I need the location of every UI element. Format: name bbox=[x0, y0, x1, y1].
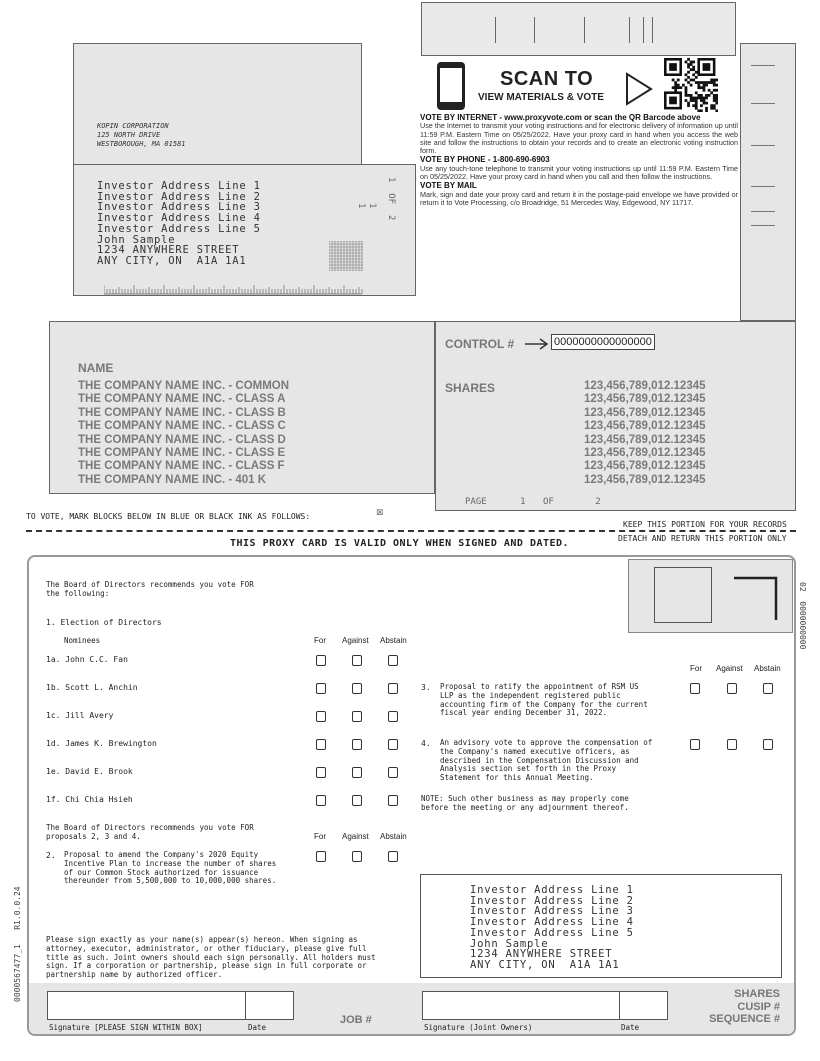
mark-instructions: TO VOTE, MARK BLOCKS BELOW IN BLUE OR BLACK INK AS FOLLOWS: bbox=[26, 512, 311, 521]
joint-signature-label: Signature (Joint Owners) bbox=[424, 1023, 533, 1032]
company-row-8: THE COMPANY NAME INC. - 401 K bbox=[78, 473, 267, 486]
address-line-8: ANY CITY, ON A1A 1A1 bbox=[97, 254, 247, 267]
checkbox-1e-for[interactable] bbox=[316, 767, 326, 778]
col-for-right: For bbox=[690, 664, 702, 673]
investor-address-window bbox=[73, 164, 416, 296]
checkbox-1d-for[interactable] bbox=[316, 739, 326, 750]
vote-internet bbox=[420, 114, 738, 155]
nominee-1e: 1e. David E. Brook bbox=[46, 767, 133, 776]
company-row-6: THE COMPANY NAME INC. - CLASS E bbox=[78, 447, 286, 460]
vote-mail-heading: VOTE BY MAIL bbox=[420, 181, 477, 191]
address-line-bottom-8: ANY CITY, ON A1A 1A1 bbox=[470, 958, 620, 971]
detach-line bbox=[26, 530, 796, 532]
side-page-n3: 1 bbox=[356, 203, 366, 209]
vote-internet-body: Use the Internet to transmit your voting instructions and for electronic delivery of information up until 11:59 P.M. Eastern Time on 05/25/2022. Have your proxy card in hand when you access the web site and follow the instructions to obtain your records and to create an electronic voting instruction form. bbox=[420, 121, 738, 156]
ruler-ticks bbox=[104, 283, 364, 295]
shares-footer-label: SHARES bbox=[734, 988, 780, 1000]
holdings-shares-box bbox=[435, 321, 796, 511]
vote-phone bbox=[420, 156, 738, 181]
side-page-n2: 1 bbox=[367, 203, 377, 209]
proposal-4-text: An advisory vote to approve the compensation of the Company's named executive officers, as described in the Compensation Discussion and Analysis section set forth in the Proxy Statement for this Annual Meeting. bbox=[440, 738, 653, 783]
checkbox-1c-abstain[interactable] bbox=[388, 711, 398, 722]
checkbox-2-against[interactable] bbox=[352, 851, 362, 862]
nominee-1b: 1b. Scott L. Anchin bbox=[46, 683, 138, 692]
page-total: 2 bbox=[595, 497, 601, 507]
shares-row-3: 123,456,789,012.12345 bbox=[584, 406, 706, 419]
sequence-label: SEQUENCE # bbox=[709, 1013, 780, 1025]
checkbox-4-for[interactable] bbox=[690, 739, 700, 750]
side-page-n1: 1 bbox=[386, 177, 396, 183]
investor-address-window-bottom bbox=[420, 874, 782, 978]
address-line-7: 1234 ANYWHERE STREET bbox=[97, 244, 240, 257]
name-label: NAME bbox=[78, 361, 114, 375]
board-recommendation-1: The Board of Directors recommends you vote FOR the following: bbox=[46, 580, 254, 598]
shares-row-7: 123,456,789,012.12345 bbox=[584, 460, 706, 473]
checkbox-1f-abstain[interactable] bbox=[388, 795, 398, 806]
company-row-1: THE COMPANY NAME INC. - COMMON bbox=[78, 380, 290, 392]
joint-date-label: Date bbox=[621, 1023, 640, 1032]
proposal-3-text: Proposal to ratify the appointment of RSM US LLP as the independent registered public accounting firm of the Company for the current fiscal year ending December 31, 2022. bbox=[440, 682, 648, 718]
proposal-4-number: 4. bbox=[421, 739, 431, 748]
checkbox-1f-for[interactable] bbox=[316, 795, 326, 806]
checkbox-1b-against[interactable] bbox=[352, 683, 362, 694]
checkbox-4-abstain[interactable] bbox=[763, 739, 773, 750]
proposal-2-text: Proposal to amend the Company's 2020 Equity Incentive Plan to increase the number of shares of our Common Stock authorized for issuance thereunder from 5,500,000 to 10,000,000 shares. bbox=[64, 850, 277, 886]
vote-phone-body: Use any touch-tone telephone to transmit your voting instructions up until 11:59 P.M. Eastern Time on 05/25/2022. Have your proxy card in hand when you call and then follow the instructions. bbox=[420, 163, 738, 182]
company-row-7: THE COMPANY NAME INC. - CLASS F bbox=[78, 460, 285, 473]
checkbox-2-abstain[interactable] bbox=[388, 851, 398, 862]
nominee-1a: 1a. John C.C. Fan bbox=[46, 655, 128, 664]
investor-address-block bbox=[97, 181, 261, 267]
vote-mail-body: Mark, sign and date your proxy card and return it in the postage-paid envelope we have provided or return it to Vote Processing, c/o Broadridge, 51 Mercedes Way, Edgewood, NY 11717. bbox=[420, 189, 738, 207]
address-line-bottom-7: 1234 ANYWHERE STREET bbox=[470, 948, 613, 961]
checkbox-3-against[interactable] bbox=[727, 683, 737, 694]
proposal-2-number: 2. bbox=[46, 851, 56, 860]
page-label: PAGE bbox=[465, 497, 487, 507]
signature-box[interactable] bbox=[47, 991, 246, 1020]
holdings-names-box bbox=[49, 321, 435, 494]
address-line-bottom-4: Investor Address Line 4 bbox=[470, 916, 634, 929]
sign-instructions: Please sign exactly as your name(s) appear(s) hereon. When signing as attorney, executor, administrator, or other fiduciary, please give full title as such. Joint owners should each sign personally. All holders must sign. If a corporation or partnership, please sign in full corporate or partnership name by authorized officer. bbox=[46, 935, 376, 980]
shares-row-2: 123,456,789,012.12345 bbox=[584, 393, 706, 406]
company-list bbox=[78, 380, 289, 487]
control-number: 0000000000000000 bbox=[551, 334, 655, 350]
signature-label: Signature [PLEASE SIGN WITHIN BOX] bbox=[49, 1023, 203, 1032]
mark-example-icon: ☒ bbox=[376, 504, 384, 518]
job-label: JOB # bbox=[340, 1014, 372, 1026]
detach-portion-label: DETACH AND RETURN THIS PORTION ONLY bbox=[618, 534, 787, 543]
investor-address-block-bottom bbox=[470, 885, 634, 971]
checkbox-1d-against[interactable] bbox=[352, 739, 362, 750]
top-barcode-strip bbox=[421, 2, 736, 56]
date-label: Date bbox=[248, 1023, 267, 1032]
shares-row-6: 123,456,789,012.12345 bbox=[584, 447, 706, 460]
col-abstain-right: Abstain bbox=[754, 664, 781, 673]
scan-title: SCAN TO bbox=[500, 68, 594, 90]
arrow-right-icon bbox=[524, 337, 550, 351]
left-margin-code: 0000567477_1 R1.0.0.24 bbox=[13, 886, 22, 1002]
shares-label: SHARES bbox=[445, 381, 496, 395]
checkbox-1f-against[interactable] bbox=[352, 795, 362, 806]
address-line-1: Investor Address Line 1 bbox=[97, 180, 261, 192]
control-label: CONTROL # bbox=[445, 337, 515, 351]
address-line-5: Investor Address Line 5 bbox=[97, 222, 261, 235]
address-line-bottom-1: Investor Address Line 1 bbox=[470, 884, 634, 896]
ballot-barcode-area bbox=[628, 559, 793, 633]
shares-row-5: 123,456,789,012.12345 bbox=[584, 433, 706, 446]
vote-mail bbox=[420, 182, 738, 207]
shares-row-1: 123,456,789,012.12345 bbox=[584, 380, 706, 392]
joint-signature-box[interactable] bbox=[422, 991, 620, 1020]
checkbox-1b-for[interactable] bbox=[316, 683, 326, 694]
keep-portion-label: KEEP THIS PORTION FOR YOUR RECORDS bbox=[623, 520, 787, 529]
checkbox-1c-for[interactable] bbox=[316, 711, 326, 722]
col-against: Against bbox=[342, 636, 369, 645]
valid-notice: THIS PROXY CARD IS VALID ONLY WHEN SIGNED AND DATED. bbox=[230, 538, 570, 549]
col-for-2: For bbox=[314, 832, 326, 841]
board-recommendation-2: The Board of Directors recommends you vote FOR proposals 2, 3 and 4. bbox=[46, 823, 254, 841]
scan-subtitle: VIEW MATERIALS & VOTE bbox=[478, 92, 604, 103]
return-address-box bbox=[73, 43, 362, 165]
joint-date-box[interactable] bbox=[619, 991, 668, 1020]
address-line-bottom-2: Investor Address Line 2 bbox=[470, 894, 634, 907]
checkbox-1e-abstain[interactable] bbox=[388, 767, 398, 778]
company-row-5: THE COMPANY NAME INC. - CLASS D bbox=[78, 433, 286, 446]
side-page-of: OF bbox=[386, 193, 396, 205]
checkbox-1a-against[interactable] bbox=[352, 655, 362, 666]
shares-row-4: 123,456,789,012.12345 bbox=[584, 420, 706, 433]
phone-icon bbox=[436, 61, 466, 111]
vote-methods bbox=[420, 114, 738, 207]
address-line-bottom-3: Investor Address Line 3 bbox=[470, 905, 634, 918]
checkbox-3-abstain[interactable] bbox=[763, 683, 773, 694]
play-arrow-icon bbox=[624, 72, 654, 106]
address-line-6: John Sample bbox=[97, 233, 176, 246]
page-of: OF bbox=[542, 497, 554, 507]
cusip-label: CUSIP # bbox=[737, 1000, 780, 1013]
checkbox-1d-abstain[interactable] bbox=[388, 739, 398, 750]
company-street: 125 NORTH DRIVE bbox=[97, 131, 161, 139]
proposal-3-number: 3. bbox=[421, 683, 431, 692]
col-for: For bbox=[314, 636, 326, 645]
company-name: KOPIN CORPORATION bbox=[97, 122, 169, 130]
col-against-right: Against bbox=[716, 664, 743, 673]
nominees-label: Nominees bbox=[64, 636, 101, 645]
checkbox-2-for[interactable] bbox=[316, 851, 326, 862]
qr-code-icon bbox=[664, 58, 718, 112]
page-number: 1 bbox=[520, 497, 526, 507]
note-text: NOTE: Such other business as may properly come before the meeting or any adjournment thereof. bbox=[421, 794, 629, 812]
nominee-1c: 1c. Jill Avery bbox=[46, 711, 114, 720]
corner-mark-icon bbox=[732, 576, 778, 622]
date-box[interactable] bbox=[245, 991, 294, 1020]
col-against-2: Against bbox=[342, 832, 369, 841]
right-side-strip bbox=[740, 43, 796, 321]
address-line-4: Investor Address Line 4 bbox=[97, 212, 261, 225]
shares-list bbox=[584, 380, 706, 487]
shares-cusip-sequence bbox=[690, 988, 780, 1026]
col-abstain-2: Abstain bbox=[380, 832, 407, 841]
address-line-3: Investor Address Line 3 bbox=[97, 201, 261, 214]
col-abstain: Abstain bbox=[380, 636, 407, 645]
checkbox-1a-for[interactable] bbox=[316, 655, 326, 666]
grid-mark bbox=[329, 241, 363, 271]
nominee-1d: 1d. James K. Brewington bbox=[46, 739, 157, 748]
company-row-4: THE COMPANY NAME INC. - CLASS C bbox=[78, 420, 286, 433]
nominee-1f: 1f. Chi Chia Hsieh bbox=[46, 795, 133, 804]
address-line-2: Investor Address Line 2 bbox=[97, 190, 261, 203]
vote-phone-heading: VOTE BY PHONE - 1-800-690-6903 bbox=[420, 155, 550, 165]
checkbox-3-for[interactable] bbox=[690, 683, 700, 694]
side-page-n4: 2 bbox=[386, 214, 396, 221]
checkbox-1e-against[interactable] bbox=[352, 767, 362, 778]
item-1-label: 1. Election of Directors bbox=[46, 618, 162, 627]
company-row-2: THE COMPANY NAME INC. - CLASS A bbox=[78, 393, 286, 406]
right-margin-code: 02 0000000000 bbox=[798, 582, 807, 650]
shares-row-8: 123,456,789,012.12345 bbox=[584, 473, 706, 486]
checkbox-1a-abstain[interactable] bbox=[388, 655, 398, 666]
checkbox-1b-abstain[interactable] bbox=[388, 683, 398, 694]
address-line-bottom-6: John Sample bbox=[470, 937, 549, 950]
company-city: WESTBOROUGH, MA 01581 bbox=[97, 140, 186, 148]
address-line-bottom-5: Investor Address Line 5 bbox=[470, 926, 634, 939]
company-row-3: THE COMPANY NAME INC. - CLASS B bbox=[78, 406, 286, 419]
vote-internet-heading: VOTE BY INTERNET - www.proxyvote.com or scan the QR Barcode above bbox=[420, 113, 701, 122]
checkbox-4-against[interactable] bbox=[727, 739, 737, 750]
checkbox-1c-against[interactable] bbox=[352, 711, 362, 722]
